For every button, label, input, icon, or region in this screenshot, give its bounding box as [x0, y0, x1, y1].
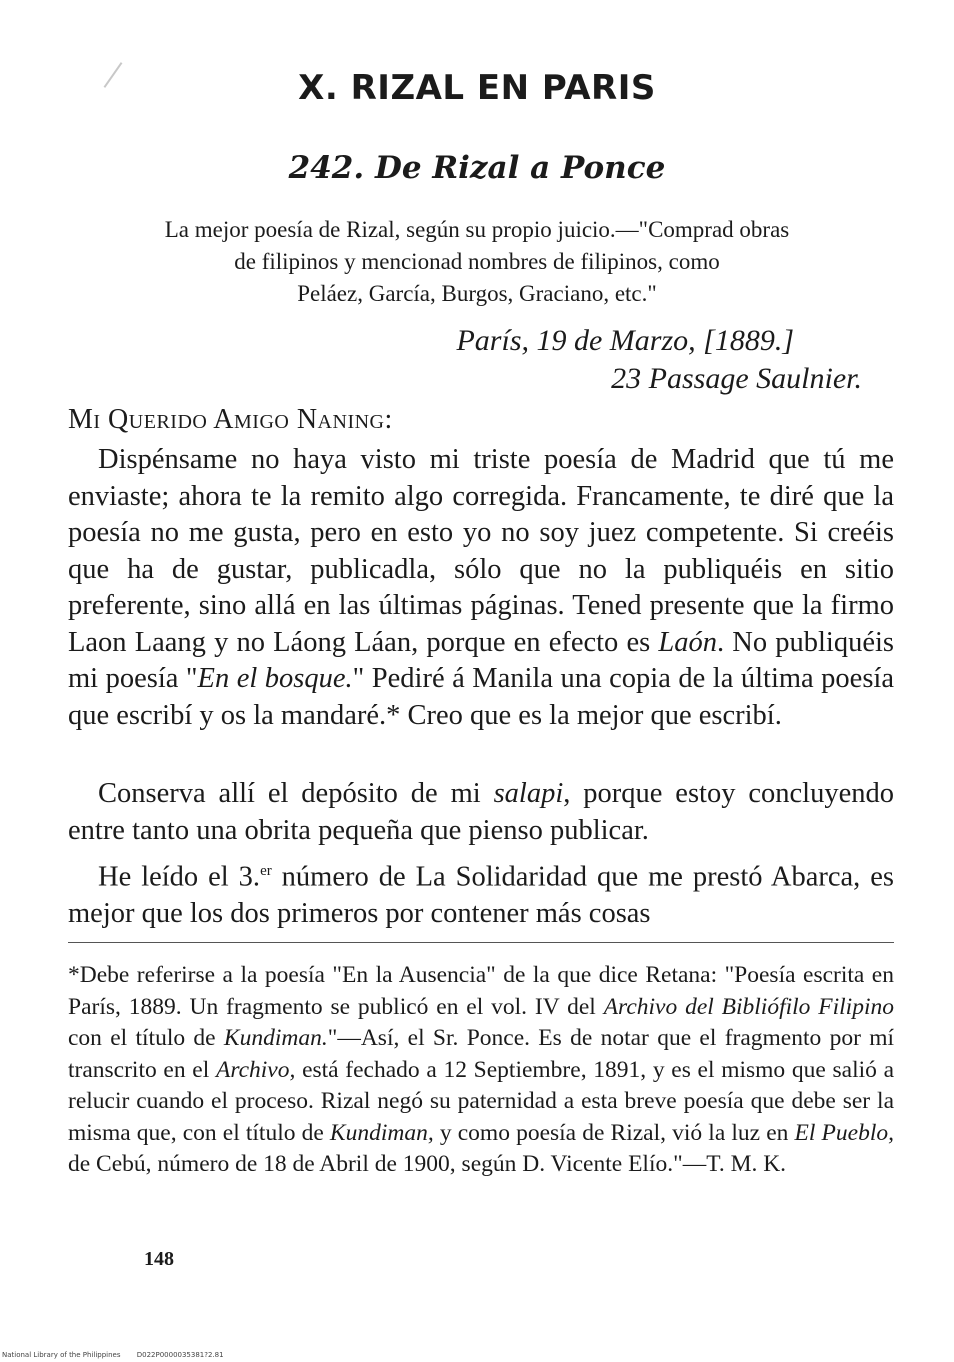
text-run-italic: Kundiman. — [223, 1025, 328, 1051]
page-number: 148 — [144, 1248, 174, 1270]
text-run: *Debe referirse a la poesía "En la Ausencia" de la que dice Retana: "Poesía escrita en París, 1889. Un fragmento se publicó en el vol. IV del — [68, 962, 894, 1020]
credit-code: D022P0000035381?2.81 — [136, 1351, 224, 1359]
summary-line: de filipinos y mencionad nombres de filipinos, como — [234, 249, 720, 274]
ordinal-superscript: er — [260, 863, 272, 879]
letter-summary — [70, 214, 884, 310]
text-run: . No publiquéis mi poesía — [68, 626, 894, 694]
text-run: " — [352, 663, 365, 694]
scan-credit — [2, 1351, 238, 1359]
text-run-italic: Kundiman, — [329, 1119, 434, 1146]
text-run: " — [185, 663, 198, 694]
footnote — [68, 960, 894, 1181]
salutation: Mi Querido Amigo Naning: — [68, 404, 393, 435]
text-run-italic: salapi — [493, 778, 564, 809]
dateline-place-date: París, 19 de Marzo, [1889.] — [456, 324, 794, 357]
text-run-italic: Archivo del Bibliófilo Filipino — [603, 993, 894, 1020]
paragraph-3 — [68, 853, 894, 933]
chapter-title: X. RIZAL EN PARIS — [298, 68, 656, 108]
text-run-italic: El Pueblo, — [794, 1119, 894, 1146]
summary-line: Peláez, García, Burgos, Graciano, etc." — [297, 281, 657, 306]
text-run: Pediré á Manila una copia de la última poesía que escribí y os la mandaré.* Creo que es la mejor que escribí. — [68, 663, 894, 731]
credit-library: National Library of the Philippines — [2, 1351, 121, 1359]
poem-title: En el bosque. — [197, 663, 353, 694]
text-run: He leído el 3. — [98, 861, 261, 893]
paragraph-1 — [68, 442, 894, 734]
text-run: está fechado a 12 Septiembre, 1891, y es el mismo que salió a relucir cuando el proceso. Rizal negó su paternidad a esta breve poesía que debe ser la misma que, con el título de — [68, 1056, 894, 1146]
text-run: , porque estoy concluyendo entre tanto una obrita pequeña que pienso publicar. — [68, 778, 894, 846]
dateline-address: 23 Passage Saulnier. — [611, 362, 862, 395]
text-run: con el título de — [68, 1025, 224, 1051]
text-run: de Cebú, número de 18 de Abril de 1900, según D. Vicente Elío."—T. M. K. — [68, 1151, 787, 1177]
text-run: "—Así, el Sr. Ponce. Es de notar que el fragmento por mí transcrito en el — [68, 1025, 895, 1083]
text-run: Dispénsame no haya visto mi triste poesía de Madrid que tú me enviaste; ahora te la remito algo corregida. Francamente, te diré que la poesía no me gusta, pero en esto yo no soy juez competente. Si creéis que ha de gustar, publicadla, sólo que no la publiquéis en sitio preferente, sino allá en las últimas páginas. Tened presente que la firmo Laon Laang y no Láong Láan, porque en efecto es — [68, 444, 894, 658]
text-run-italic: Laón — [658, 626, 717, 658]
paragraph-2 — [68, 776, 894, 849]
text-run: número de La Solidaridad que me prestó Abarca, es mejor que los dos primeros por contener más cosas — [68, 861, 894, 929]
letter-title: 242. De Rizal a Ponce — [288, 150, 666, 186]
summary-line: La mejor poesía de Rizal, según su propio juicio.—"Comprad obras — [164, 217, 790, 242]
text-run: y como poesía de Rizal, vió la luz en — [433, 1119, 795, 1146]
text-run: Conserva allí el depósito de mi — [98, 778, 494, 809]
text-run-italic: Archivo, — [215, 1056, 296, 1083]
footnote-divider — [68, 942, 894, 943]
